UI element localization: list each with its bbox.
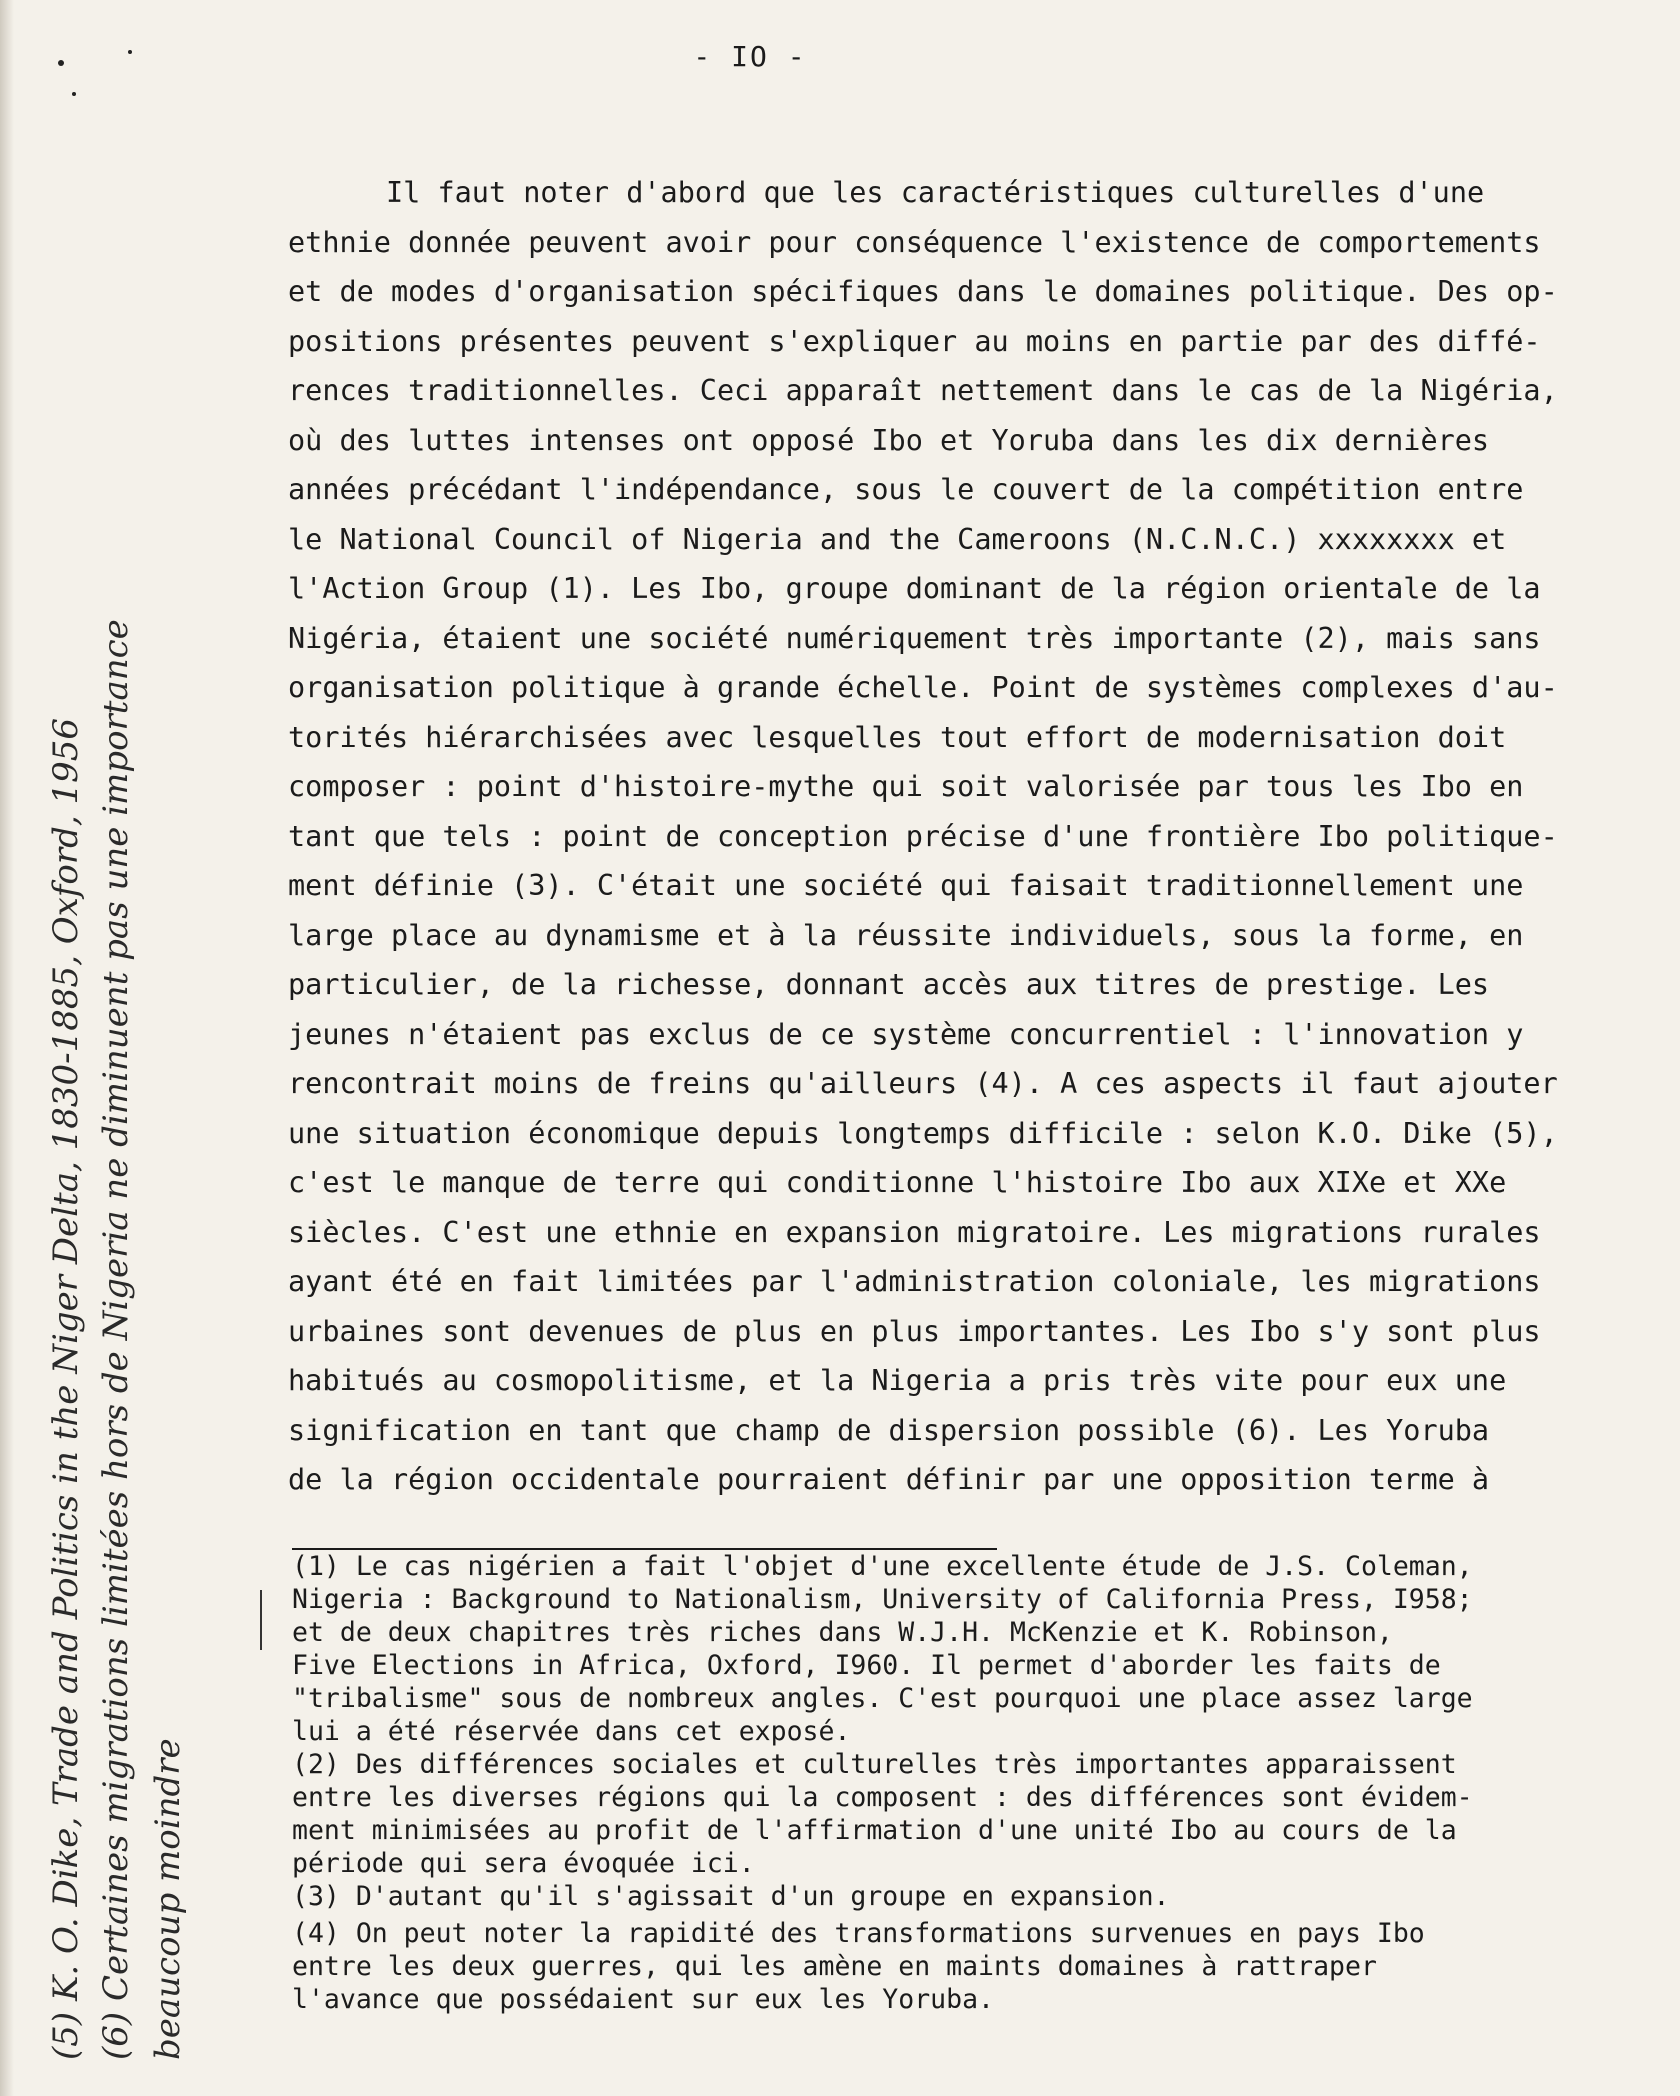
text-line: où des luttes intenses ont opposé Ibo et Yoruba dans les dix dernières <box>288 423 1490 457</box>
ink-speck <box>58 60 64 66</box>
footnote-line: entre les deux guerres, qui les amène en maints domaines à rattraper <box>292 1951 1377 1982</box>
ink-speck <box>72 92 76 96</box>
text-line: large place au dynamisme et à la réussite individuels, sous la forme, en <box>288 918 1524 952</box>
footnote-line: "tribalisme" sous de nombreux angles. C'est pourquoi une place assez large <box>292 1683 1473 1714</box>
text-line: une situation économique depuis longtemps difficile : selon K.O. Dike (5), <box>288 1116 1558 1150</box>
text-line: rences traditionnelles. Ceci apparaît nettement dans le cas de la Nigéria, <box>288 374 1558 407</box>
footnote-line: (4) On peut noter la rapidité des transformations survenues en pays Ibo <box>292 1918 1425 1949</box>
footnote-line: Five Elections in Africa, Oxford, I960. Il permet d'aborder les faits de <box>292 1650 1441 1681</box>
text-line: positions présentes peuvent s'expliquer au moins en partie par des diffé- <box>288 324 1541 358</box>
text-line: de la région occidentale pourraient définir par une opposition terme à <box>288 1463 1490 1496</box>
text-line: particulier, de la richesse, donnant accès aux titres de prestige. Les <box>288 968 1490 1001</box>
text-line: ethnie donnée peuvent avoir pour conséquence l'existence de comportements <box>288 225 1541 259</box>
footnote-line: lui a été réservée dans cet exposé. <box>292 1716 851 1747</box>
text-line: l'Action Group (1). Les Ibo, groupe dominant de la région orientale de la <box>288 572 1541 605</box>
footnote-line: (1) Le cas nigérien a fait l'objet d'une excellente étude de J.S. Coleman, <box>292 1551 1473 1582</box>
body-text <box>288 168 1640 1505</box>
text-line: années précédant l'indépendance, sous le couvert de la compétition entre <box>288 473 1524 506</box>
text-line: c'est le manque de terre qui conditionne l'histoire Ibo aux XIXe et XXe <box>288 1166 1507 1199</box>
handwritten-note: beaucoup moindre <box>148 1738 188 2060</box>
text-line: rencontrait moins de freins qu'ailleurs (4). A ces aspects il faut ajouter <box>288 1067 1558 1100</box>
handwritten-bracket <box>260 1590 272 1650</box>
footnote-line: et de deux chapitres très riches dans W.J.H. McKenzie et K. Robinson, <box>292 1617 1393 1648</box>
text-line: le National Council of Nigeria and the Cameroons (N.C.N.C.) xxxxxxxx et <box>288 522 1507 556</box>
ink-speck <box>128 50 132 54</box>
text-line: tant que tels : point de conception précise d'une frontière Ibo politique- <box>288 819 1558 853</box>
page-edge <box>0 0 14 2096</box>
text-line: signification en tant que champ de dispersion possible (6). Les Yoruba <box>288 1413 1490 1447</box>
text-line: Nigéria, étaient une société numériquement très importante (2), mais sans <box>288 621 1541 655</box>
handwritten-note: (5) K. O. Dike, Trade and Politics in the Niger Delta, 1830-1885, Oxford, 1956 <box>46 717 86 2060</box>
footnotes <box>292 1550 1652 2016</box>
text-line: siècles. C'est une ethnie en expansion migratoire. Les migrations rurales <box>288 1215 1541 1249</box>
text-line: et de modes d'organisation spécifiques dans le domaines politique. Des op- <box>288 275 1558 308</box>
footnote-line: ment minimisées au profit de l'affirmation d'une unité Ibo au cours de la <box>292 1815 1457 1846</box>
text-line: torités hiérarchisées avec lesquelles tout effort de modernisation doit <box>288 720 1507 754</box>
footnote-line: l'avance que possédaient sur eux les Yoruba. <box>292 1984 994 2015</box>
text-line: jeunes n'étaient pas exclus de ce système concurrentiel : l'innovation y <box>288 1017 1524 1051</box>
footnote-line: (2) Des différences sociales et culturelles très importantes apparaissent <box>292 1749 1457 1780</box>
footnote-line: période qui sera évoquée ici. <box>292 1848 755 1879</box>
text-line: Il faut noter d'abord que les caractéristiques culturelles d'une <box>386 176 1485 209</box>
footnote-line: (3) D'autant qu'il s'agissait d'un groupe en expansion. <box>292 1881 1170 1912</box>
text-line: habitués au cosmopolitisme, et la Nigeria a pris très vite pour eux une <box>288 1364 1507 1397</box>
text-line: ment définie (3). C'était une société qui faisait traditionnellement une <box>288 869 1524 902</box>
text-line: composer : point d'histoire-mythe qui soit valorisée par tous les Ibo en <box>288 770 1524 803</box>
handwritten-note: (6) Certaines migrations limitées hors de Nigeria ne diminuent pas une importance <box>96 619 136 2060</box>
footnote-line: Nigeria : Background to Nationalism, University of California Press, I958; <box>292 1584 1473 1615</box>
page-number: - IO - <box>693 40 807 73</box>
text-line: ayant été en fait limitées par l'administration coloniale, les migrations <box>288 1265 1541 1298</box>
text-line: urbaines sont devenues de plus en plus importantes. Les Ibo s'y sont plus <box>288 1314 1541 1348</box>
footnote-line: entre les diverses régions qui la composent : des différences sont évidem- <box>292 1782 1473 1813</box>
text-line: organisation politique à grande échelle. Point de systèmes complexes d'au- <box>288 671 1558 704</box>
